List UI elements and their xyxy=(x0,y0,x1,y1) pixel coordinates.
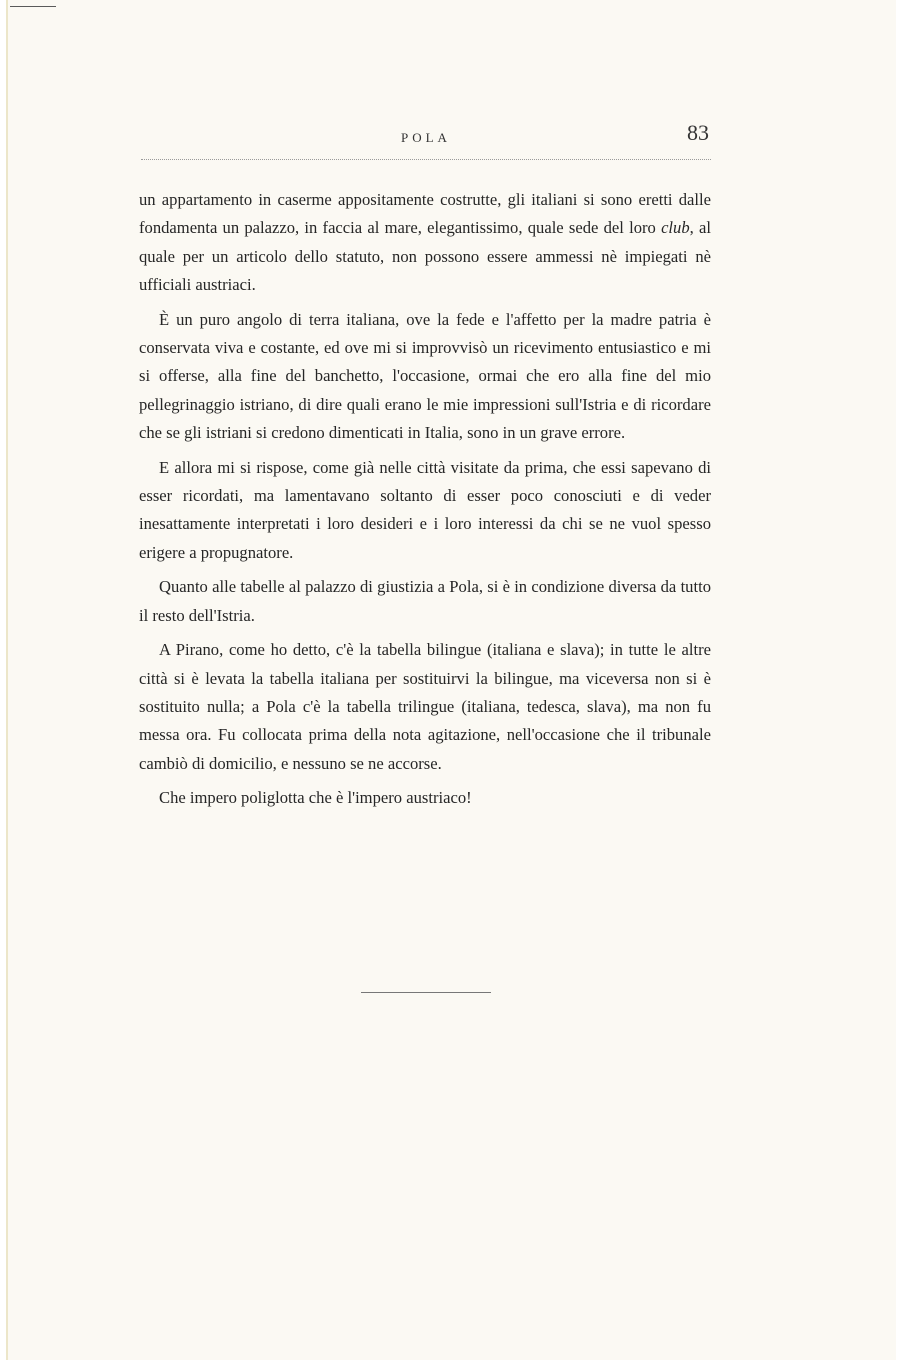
paragraph-5: A Pirano, come ho detto, c'è la tabella bilingue (italiana e slava); in tutte le altre città si è levata la tabella italiana per sostituirvi la bilingue, ma viceversa non si è sostituito nulla; a Pola c'è la tabella trilingue (italiana, tedesca, slava), ma non fu messa ora. Fu collocata prima della nota agitazione, nell'occasione che il tribunale cambiò di domicilio, e nessuno se ne accorse. xyxy=(139,640,711,773)
header-rule xyxy=(141,159,711,160)
corner-mark xyxy=(10,6,56,7)
running-head xyxy=(141,118,711,160)
paragraph-1-start: un appartamento in caserme appositamente costrutte, gli italiani si sono eretti dalle fondamenta un palazzo, in faccia al mare, elegantissimo, quale sede del loro xyxy=(139,190,711,238)
page-number: 83 xyxy=(687,120,709,145)
end-rule xyxy=(361,992,491,993)
paragraph-2: È un puro angolo di terra italiana, ove la fede e l'affetto per la madre patria è conservata viva e costante, ed ove mi si improvvisò un ricevimento entusiastico e mi si offerse, alla fine del banchetto, l'occasione, ormai che ero alla fine del mio pellegrinaggio istriano, di dire quali erano le mie impressioni sull'Istria e di ricordare che se gli istriani si credono dimenticati in Italia, sono in un grave errore. xyxy=(139,309,711,443)
paragraph-1 xyxy=(139,186,711,300)
body-text xyxy=(139,186,711,819)
paragraph-3: E allora mi si rispose, come già nelle città visitate da prima, che essi sapevano di esser ricordati, ma lamentavano soltanto di esser poco conosciuti e di veder inesattamente interpretati i loro desideri e i loro interessi da chi se ne vuol spesso erigere a propugnatore. xyxy=(139,457,711,562)
paragraph-6: Che impero poliglotta che è l'impero austriaco! xyxy=(159,788,472,808)
paragraph-1-italic: club xyxy=(661,218,690,238)
paragraph-1-end: , al quale per un articolo dello statuto, non possono essere ammessi nè impiegati nè ufficiali austriaci. xyxy=(139,218,711,295)
running-title: POLA xyxy=(401,130,451,145)
paragraph-4: Quanto alle tabelle al palazzo di giustizia a Pola, si è in condizione diversa da tutto il resto dell'Istria. xyxy=(139,577,711,625)
book-page xyxy=(6,0,896,1360)
